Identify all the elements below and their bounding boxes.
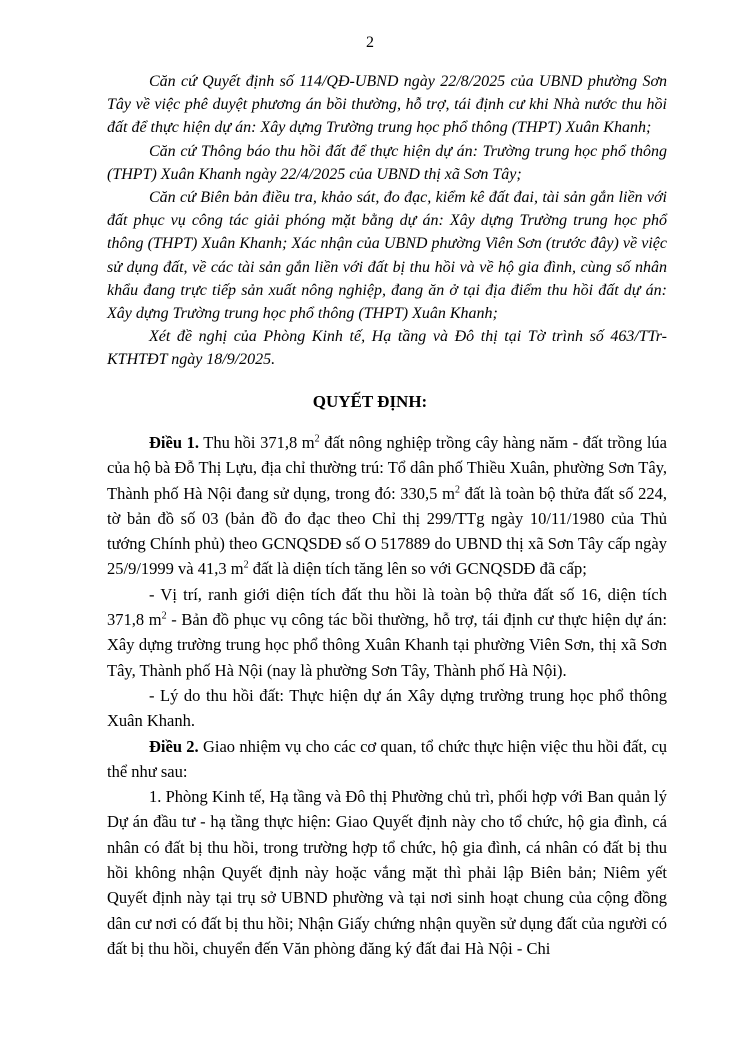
article-1-text-b: đất nông nghiệp trồng cây hàng năm - đất trồng lúa của hộ bà Đỗ Thị Lựu, địa chỉ thường trú: Tổ dân phố Thiều Xuân, phường Sơn Tây, Thành phố Hà Nội đang sử dụng, trong đó: 330,5 m <box>107 433 667 503</box>
page-number: 2 <box>366 34 374 51</box>
legal-basis-proposal: Xét đề nghị của Phòng Kinh tế, Hạ tầng và Đô thị tại Tờ trình số 463/TTr-KTHTĐT ngày 18/9/2025. <box>107 328 667 369</box>
square-superscript: 2 <box>454 484 460 496</box>
decision-body <box>107 430 667 961</box>
decision-title: QUYẾT ĐỊNH: <box>312 392 428 411</box>
square-superscript: 2 <box>161 610 167 622</box>
article-2 <box>107 734 667 785</box>
article-1-text-d: đất là diện tích tăng lên so với GCNQSDĐ đã cấp; <box>248 559 587 579</box>
legal-basis-decision-114: Căn cứ Quyết định số 114/QĐ-UBND ngày 22/8/2025 của UBND phường Sơn Tây về việc phê duyệt phương án bồi thường, hỗ trợ, tái định cư khi Nhà nước thu hồi đất để thực hiện dự án: Xây dựng Trường trung học phổ thông (THPT) Xuân Khanh; <box>107 73 667 137</box>
square-superscript: 2 <box>243 559 249 571</box>
location-text-b: - Bản đồ phục vụ công tác bồi thường, hỗ trợ, tái định cư thực hiện dự án: Xây dựng trường trung học phổ thông Xuân Khanh tại phường Viên Sơn, thị xã Sơn Tây, Thành phố Hà Nội (nay là phường Sơn Tây, Thành phố Hà Nội). <box>107 610 667 680</box>
square-superscript: 2 <box>314 433 320 445</box>
article-1-reason: - Lý do thu hồi đất: Thực hiện dự án Xây dựng trường trung học phổ thông Xuân Khanh. <box>107 685 667 731</box>
article-1-label: Điều 1. <box>149 433 199 452</box>
article-1-location <box>107 582 667 683</box>
article-1-text-c: đất là toàn bộ thửa đất số 224, tờ bản đồ số 03 (bản đồ đo đạc theo Chỉ thị 299/TTg ngày 10/11/1980 của Thủ tướng Chính phủ) theo GCNQSDĐ số O 517889 do UBND thị xã Sơn Tây cấp ngày 25/9/1999 và 41,3 m <box>107 483 667 579</box>
legal-basis-land-recovery-notice: Căn cứ Thông báo thu hồi đất để thực hiện dự án: Trường trung học phổ thông (THPT) Xuân Khanh ngày 22/4/2025 của UBND thị xã Sơn Tây; <box>107 142 667 183</box>
location-text-a: - Vị trí, ranh giới diện tích đất thu hồi là toàn bộ thửa đất số 16, diện tích 371,8 m <box>107 584 667 630</box>
article-1-text-a: Thu hồi 371,8 m <box>198 433 315 452</box>
article-2-item-1: 1. Phòng Kinh tế, Hạ tầng và Đô thị Phường chủ trì, phối hợp với Ban quản lý Dự án đầu tư - hạ tầng thực hiện: Giao Quyết định này cho tổ chức, hộ gia đình, cá nhân có đất bị thu hồi, trong trường hợp tổ chức, hộ gia đình, cá nhân có đất bị thu hồi không nhận Quyết định này hoặc vắng mặt thì phải lập Biên bản; Niêm yết Quyết định này tại trụ sở UBND phường và tại nơi sinh hoạt chung của cộng đồng dân cư nơi có đất bị thu hồi; Nhận Giấy chứng nhận quyền sử dụng đất của người có đất bị thu hồi, chuyển đến Văn phòng đăng ký đất đai Hà Nội - Chi <box>107 787 667 958</box>
legal-basis-survey-record: Căn cứ Biên bản điều tra, khảo sát, đo đạc, kiểm kê đất đai, tài sản gắn liền với đất phục vụ công tác giải phóng mặt bằng dự án: Xây dựng Trường trung học phổ thông (THPT) Xuân Khanh; Xác nhận của UBND phường Viên Sơn (trước đây) về việc sử dụng đất, về các tài sản gắn liền với đất bị thu hồi và về hộ gia đình, cùng số nhân khẩu đang trực tiếp sản xuất nông nghiệp, đang ăn ở tại địa điểm thu hồi đất dự án: Xây dựng Trường trung học phổ thông (THPT) Xuân Khanh; <box>107 189 667 323</box>
article-1 <box>107 430 667 582</box>
article-2-label: Điều 2. <box>149 736 199 756</box>
article-2-text: Giao nhiệm vụ cho các cơ quan, tổ chức thực hiện việc thu hồi đất, cụ thể như sau: <box>107 736 668 781</box>
preamble <box>107 70 667 372</box>
